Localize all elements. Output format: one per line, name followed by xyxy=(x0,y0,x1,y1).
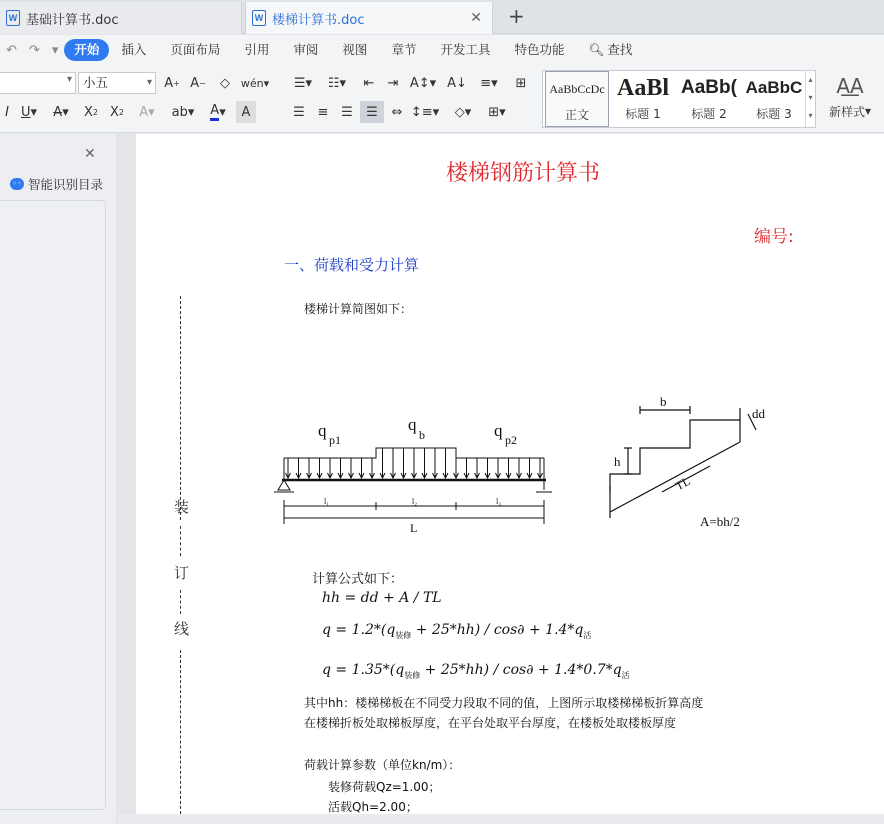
table-grid-icon[interactable]: ⊞ xyxy=(515,75,527,91)
binding-char: 订 xyxy=(174,564,190,582)
increase-indent-icon[interactable]: ⇥ xyxy=(387,75,399,91)
formula-hh-text: hh = dd + A / TL xyxy=(322,590,442,606)
style-preview: AaBbC xyxy=(745,78,803,97)
close-tab-icon[interactable]: ✕ xyxy=(470,10,482,26)
formula-subscript: 活 xyxy=(621,670,630,680)
horizontal-scrollbar[interactable] xyxy=(118,814,884,824)
q-label: q xyxy=(408,415,417,434)
formula-intro: 计算公式如下： xyxy=(312,572,404,587)
tab-foundation-doc[interactable] xyxy=(0,2,242,34)
params-title: 荷载计算参数（单位kn/m）： xyxy=(304,758,461,772)
binding-char: 线 xyxy=(174,620,190,638)
diagram-intro: 楼梯计算简图如下： xyxy=(304,302,413,316)
distributed-align-icon[interactable]: ⇔ xyxy=(391,104,403,120)
style-label: 标题 3 xyxy=(756,107,792,121)
search-icon: 🔍︎ xyxy=(588,42,605,57)
style-label: 标题 1 xyxy=(625,107,661,121)
close-pane-icon[interactable]: ✕ xyxy=(84,146,96,162)
stair-dd-label: dd xyxy=(752,406,765,421)
italic-icon[interactable]: I xyxy=(5,104,9,120)
stair-h-label: h xyxy=(614,454,621,469)
style-label: 正文 xyxy=(564,108,589,122)
style-preview: AaBl xyxy=(616,74,669,101)
formula-part: q = 1.2*(q xyxy=(322,622,396,638)
text-effect-icon[interactable]: A▾ xyxy=(139,104,155,120)
formula-q1 xyxy=(322,622,591,641)
beam-load-diagram xyxy=(266,412,556,536)
new-tab-plus-icon[interactable]: + xyxy=(508,4,525,28)
text-direction-icon[interactable]: A↕▾ xyxy=(409,75,437,91)
decrease-indent-icon[interactable]: ⇤ xyxy=(363,75,375,91)
q-label: q xyxy=(318,421,327,440)
search-label: 查找 xyxy=(607,42,633,57)
justify-icon[interactable]: ☰ xyxy=(360,101,384,123)
font-size-select[interactable]: 小五 ▾ xyxy=(78,72,156,94)
total-length-label: L xyxy=(410,521,418,535)
formula-hh xyxy=(322,590,442,606)
menu-home[interactable]: 开始 xyxy=(64,39,109,61)
decrease-font-icon[interactable]: A − xyxy=(190,75,206,91)
align-left-icon[interactable]: ☰ xyxy=(293,104,305,120)
word-doc-icon: W xyxy=(252,10,266,26)
binding-line xyxy=(180,296,181,520)
menu-bar xyxy=(0,35,884,65)
binding-char: 装 xyxy=(174,498,190,516)
style-heading-2[interactable] xyxy=(677,71,741,127)
line-spacing-options-icon[interactable]: ≡▾ xyxy=(480,75,498,91)
superscript-icon[interactable]: X 2 xyxy=(84,104,98,120)
menu-special-features[interactable]: 特色功能 xyxy=(514,42,565,57)
quick-access-dropdown-icon[interactable]: ▾ xyxy=(51,42,59,58)
q-label: q xyxy=(494,421,503,440)
style-normal[interactable] xyxy=(545,71,609,127)
underline-icon[interactable]: U ▾ xyxy=(20,104,38,120)
strikethrough-icon[interactable]: A ▾ xyxy=(53,104,69,120)
sort-icon[interactable]: A↓ xyxy=(447,75,467,91)
ribbon-toolbar xyxy=(0,65,884,133)
paragraph: 其中hh：楼梯梯板在不同受力段取不同的值，上图所示取楼梯梯板折算高度 xyxy=(304,696,704,710)
document-title: 楼梯钢筋计算书 xyxy=(446,161,601,186)
menu-references[interactable]: 引用 xyxy=(244,42,270,57)
new-style-label: 新样式 xyxy=(828,104,865,119)
stair-section-diagram xyxy=(598,386,778,530)
param-line: 活载Qh=2.00； xyxy=(328,800,418,814)
span-label: l₃ xyxy=(496,497,502,506)
document-number-label: 编号: xyxy=(754,227,794,247)
menu-developer[interactable]: 开发工具 xyxy=(440,42,491,57)
formula-subscript: 装修 xyxy=(404,670,421,680)
formula-subscript: 活 xyxy=(583,630,592,640)
styles-gallery xyxy=(542,70,816,128)
char-shading-icon[interactable]: A xyxy=(236,101,256,123)
binding-line xyxy=(180,650,181,824)
menu-section[interactable]: 章节 xyxy=(391,42,417,57)
increase-font-icon[interactable]: A + xyxy=(164,75,180,91)
style-heading-1[interactable] xyxy=(611,71,675,127)
styles-scroll-icon[interactable]: ▴ ▾ ▾ xyxy=(805,71,815,127)
highlight-icon[interactable]: ab▾ xyxy=(171,104,195,120)
tab-label: 基础计算书.doc xyxy=(26,12,119,28)
search-menu[interactable] xyxy=(576,39,644,61)
redo-icon[interactable]: ↷ xyxy=(28,42,40,58)
style-label: 标题 2 xyxy=(691,107,727,121)
span-label: l₁ xyxy=(324,497,330,506)
navigation-pane xyxy=(0,134,116,824)
tab-stairs-doc[interactable] xyxy=(245,2,493,34)
paragraph: 在楼梯折板处取梯板厚度，在平台处取平台厚度，在楼板处取楼板厚度 xyxy=(304,716,677,730)
span-label: l₂ xyxy=(412,497,418,506)
q-sub-label: p2 xyxy=(505,433,517,447)
stair-tl-label: TL xyxy=(672,473,693,494)
document-page[interactable] xyxy=(136,134,884,824)
align-right-icon[interactable]: ☰ xyxy=(341,104,353,120)
font-name-select[interactable] xyxy=(0,72,76,94)
style-heading-3[interactable] xyxy=(743,71,805,127)
bullet-list-icon[interactable]: ☰▾ xyxy=(293,75,313,91)
style-preview: AaBbCcDc xyxy=(549,81,605,96)
font-color-icon[interactable]: A ▾ xyxy=(210,102,226,120)
q-sub-label: p1 xyxy=(329,433,341,447)
undo-icon[interactable]: ↶ xyxy=(6,42,17,58)
subscript-icon[interactable]: X 2 xyxy=(110,104,124,120)
line-spacing-icon[interactable]: ↕≡▾ xyxy=(410,104,440,120)
borders-icon[interactable]: ⊞▾ xyxy=(488,104,506,120)
phonetic-guide-icon[interactable]: wén▾ xyxy=(240,76,270,90)
menu-review[interactable]: 审阅 xyxy=(293,42,319,57)
formula-subscript: 装修 xyxy=(395,630,412,640)
tab-bar xyxy=(0,0,884,34)
section-heading: 一、荷载和受力计算 xyxy=(284,256,420,274)
smart-toc-button[interactable] xyxy=(10,175,103,193)
smart-toc-icon: ◦◦ xyxy=(10,178,24,190)
area-formula: A=bh/2 xyxy=(700,514,740,529)
paragraph-shading-icon[interactable]: ◇▾ xyxy=(454,104,472,120)
formula-part: + 25*hh) / cos∂ + 1.4*q xyxy=(411,622,584,638)
new-style-button[interactable]: 新样式 ▾ xyxy=(828,104,872,119)
menu-insert[interactable]: 插入 xyxy=(121,42,147,57)
page-gutter xyxy=(116,134,136,824)
tab-label: 楼梯计算书.doc xyxy=(272,12,365,28)
align-center-icon[interactable]: ≡ xyxy=(317,104,329,120)
style-preview: AaBb( xyxy=(681,77,737,98)
binding-line xyxy=(180,590,181,614)
formula-part: q = 1.35*(q xyxy=(322,662,405,678)
clear-format-icon[interactable]: ◇ xyxy=(220,75,230,91)
q-sub-label: b xyxy=(419,428,425,442)
menu-view[interactable]: 视图 xyxy=(342,42,368,57)
stair-b-label: b xyxy=(660,394,667,409)
new-style-icon[interactable]: A͟A xyxy=(836,74,864,98)
menu-page-layout[interactable]: 页面布局 xyxy=(170,42,221,57)
numbered-list-icon[interactable]: ☷▾ xyxy=(327,75,347,91)
smart-toc-label: 智能识别目录 xyxy=(28,177,104,192)
word-doc-icon: W xyxy=(6,10,20,26)
formula-part: + 25*hh) / cos∂ + 1.4*0.7*q xyxy=(420,662,622,678)
binding-line xyxy=(180,526,181,556)
formula-q2 xyxy=(322,662,630,681)
toc-list-area xyxy=(0,200,106,810)
param-line: 装修荷载Qz=1.00； xyxy=(328,780,441,794)
